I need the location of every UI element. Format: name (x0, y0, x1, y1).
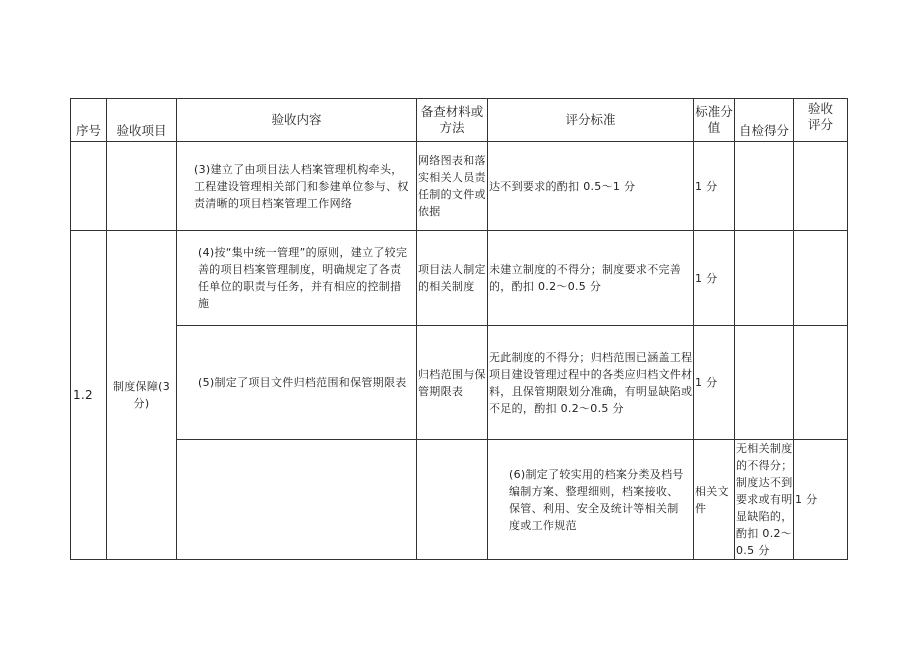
table-row (71, 440, 848, 560)
seq-cell-empty (71, 142, 107, 231)
standard-cell: 达不到要求的酌扣 0.5～1 分 (488, 142, 694, 231)
content-text: (3)建立了由项目法人档案管理机构牵头，工程建设管理相关部门和参建单位参与、权责清晰的项目档案管理工作网络 (194, 162, 409, 210)
content-cell (488, 440, 694, 560)
self-score-cell (735, 231, 794, 326)
score-cell: 1 分 (694, 326, 735, 440)
table-row (71, 142, 848, 231)
header-standard-score: 标准分值 (694, 99, 735, 142)
self-score-cell (735, 142, 794, 231)
accept-score-cell (794, 231, 848, 326)
header-accept-score-line2: 评分 (807, 117, 833, 132)
table-row (71, 231, 848, 326)
score-cell: 1 分 (694, 231, 735, 326)
header-standard: 评分标准 (488, 99, 694, 142)
accept-score-cell (794, 142, 848, 231)
materials-cell: 项目法人制定的相关制度 (417, 231, 488, 326)
materials-cell: 网络图表和落实相关人员责任制的文件或依据 (417, 142, 488, 231)
group-category: 制度保障(3分) (107, 231, 177, 560)
standard-cell: 无此制度的不得分；归档范围已涵盖工程项目建设管理过程中的各类应归档文件材料，且保管期限划分准确，有明显缺陷或不足的，酌扣 0.2～0.5 分 (488, 326, 694, 440)
score-cell: 1 分 (794, 440, 848, 560)
standard-cell: 未建立制度的不得分；制度要求不完善的，酌扣 0.2～0.5 分 (488, 231, 694, 326)
header-materials: 备查材料或方法 (417, 99, 488, 142)
content-text: (5)制定了项目文件归档范围和保管期限表 (198, 376, 407, 389)
header-seq: 序号 (71, 99, 107, 142)
materials-cell: 相关文件 (694, 440, 735, 560)
item-cell-empty (417, 440, 488, 560)
acceptance-table (70, 98, 848, 560)
content-text: (6)制定了较实用的档案分类及档号编制方案、整理细则，档案接收、保管、利用、安全及统计等相关制度或工作规范 (509, 467, 684, 532)
header-accept-score-line1: 验收 (807, 101, 833, 116)
header-accept-score (794, 99, 848, 142)
accept-score-cell (794, 326, 848, 440)
score-cell: 1 分 (694, 142, 735, 231)
seq-cell-empty (177, 440, 417, 560)
group-id: 1.2 (71, 231, 107, 560)
item-cell-empty (107, 142, 177, 231)
table-row (71, 326, 848, 440)
header-row (71, 99, 848, 142)
content-text: (4)按“集中统一管理”的原则，建立了较完善的项目档案管理制度，明确规定了各责任单位的职责与任务，并有相应的控制措施 (198, 246, 408, 310)
header-item: 验收项目 (107, 99, 177, 142)
self-score-cell (735, 326, 794, 440)
header-self-score: 自检得分 (735, 99, 794, 142)
content-cell (177, 231, 417, 326)
content-cell (177, 142, 417, 231)
materials-cell: 归档范围与保管期限表 (417, 326, 488, 440)
header-content: 验收内容 (177, 99, 417, 142)
content-cell (177, 326, 417, 440)
standard-cell: 无相关制度的不得分；制度达不到要求或有明显缺陷的，酌扣 0.2～0.5 分 (735, 440, 794, 560)
